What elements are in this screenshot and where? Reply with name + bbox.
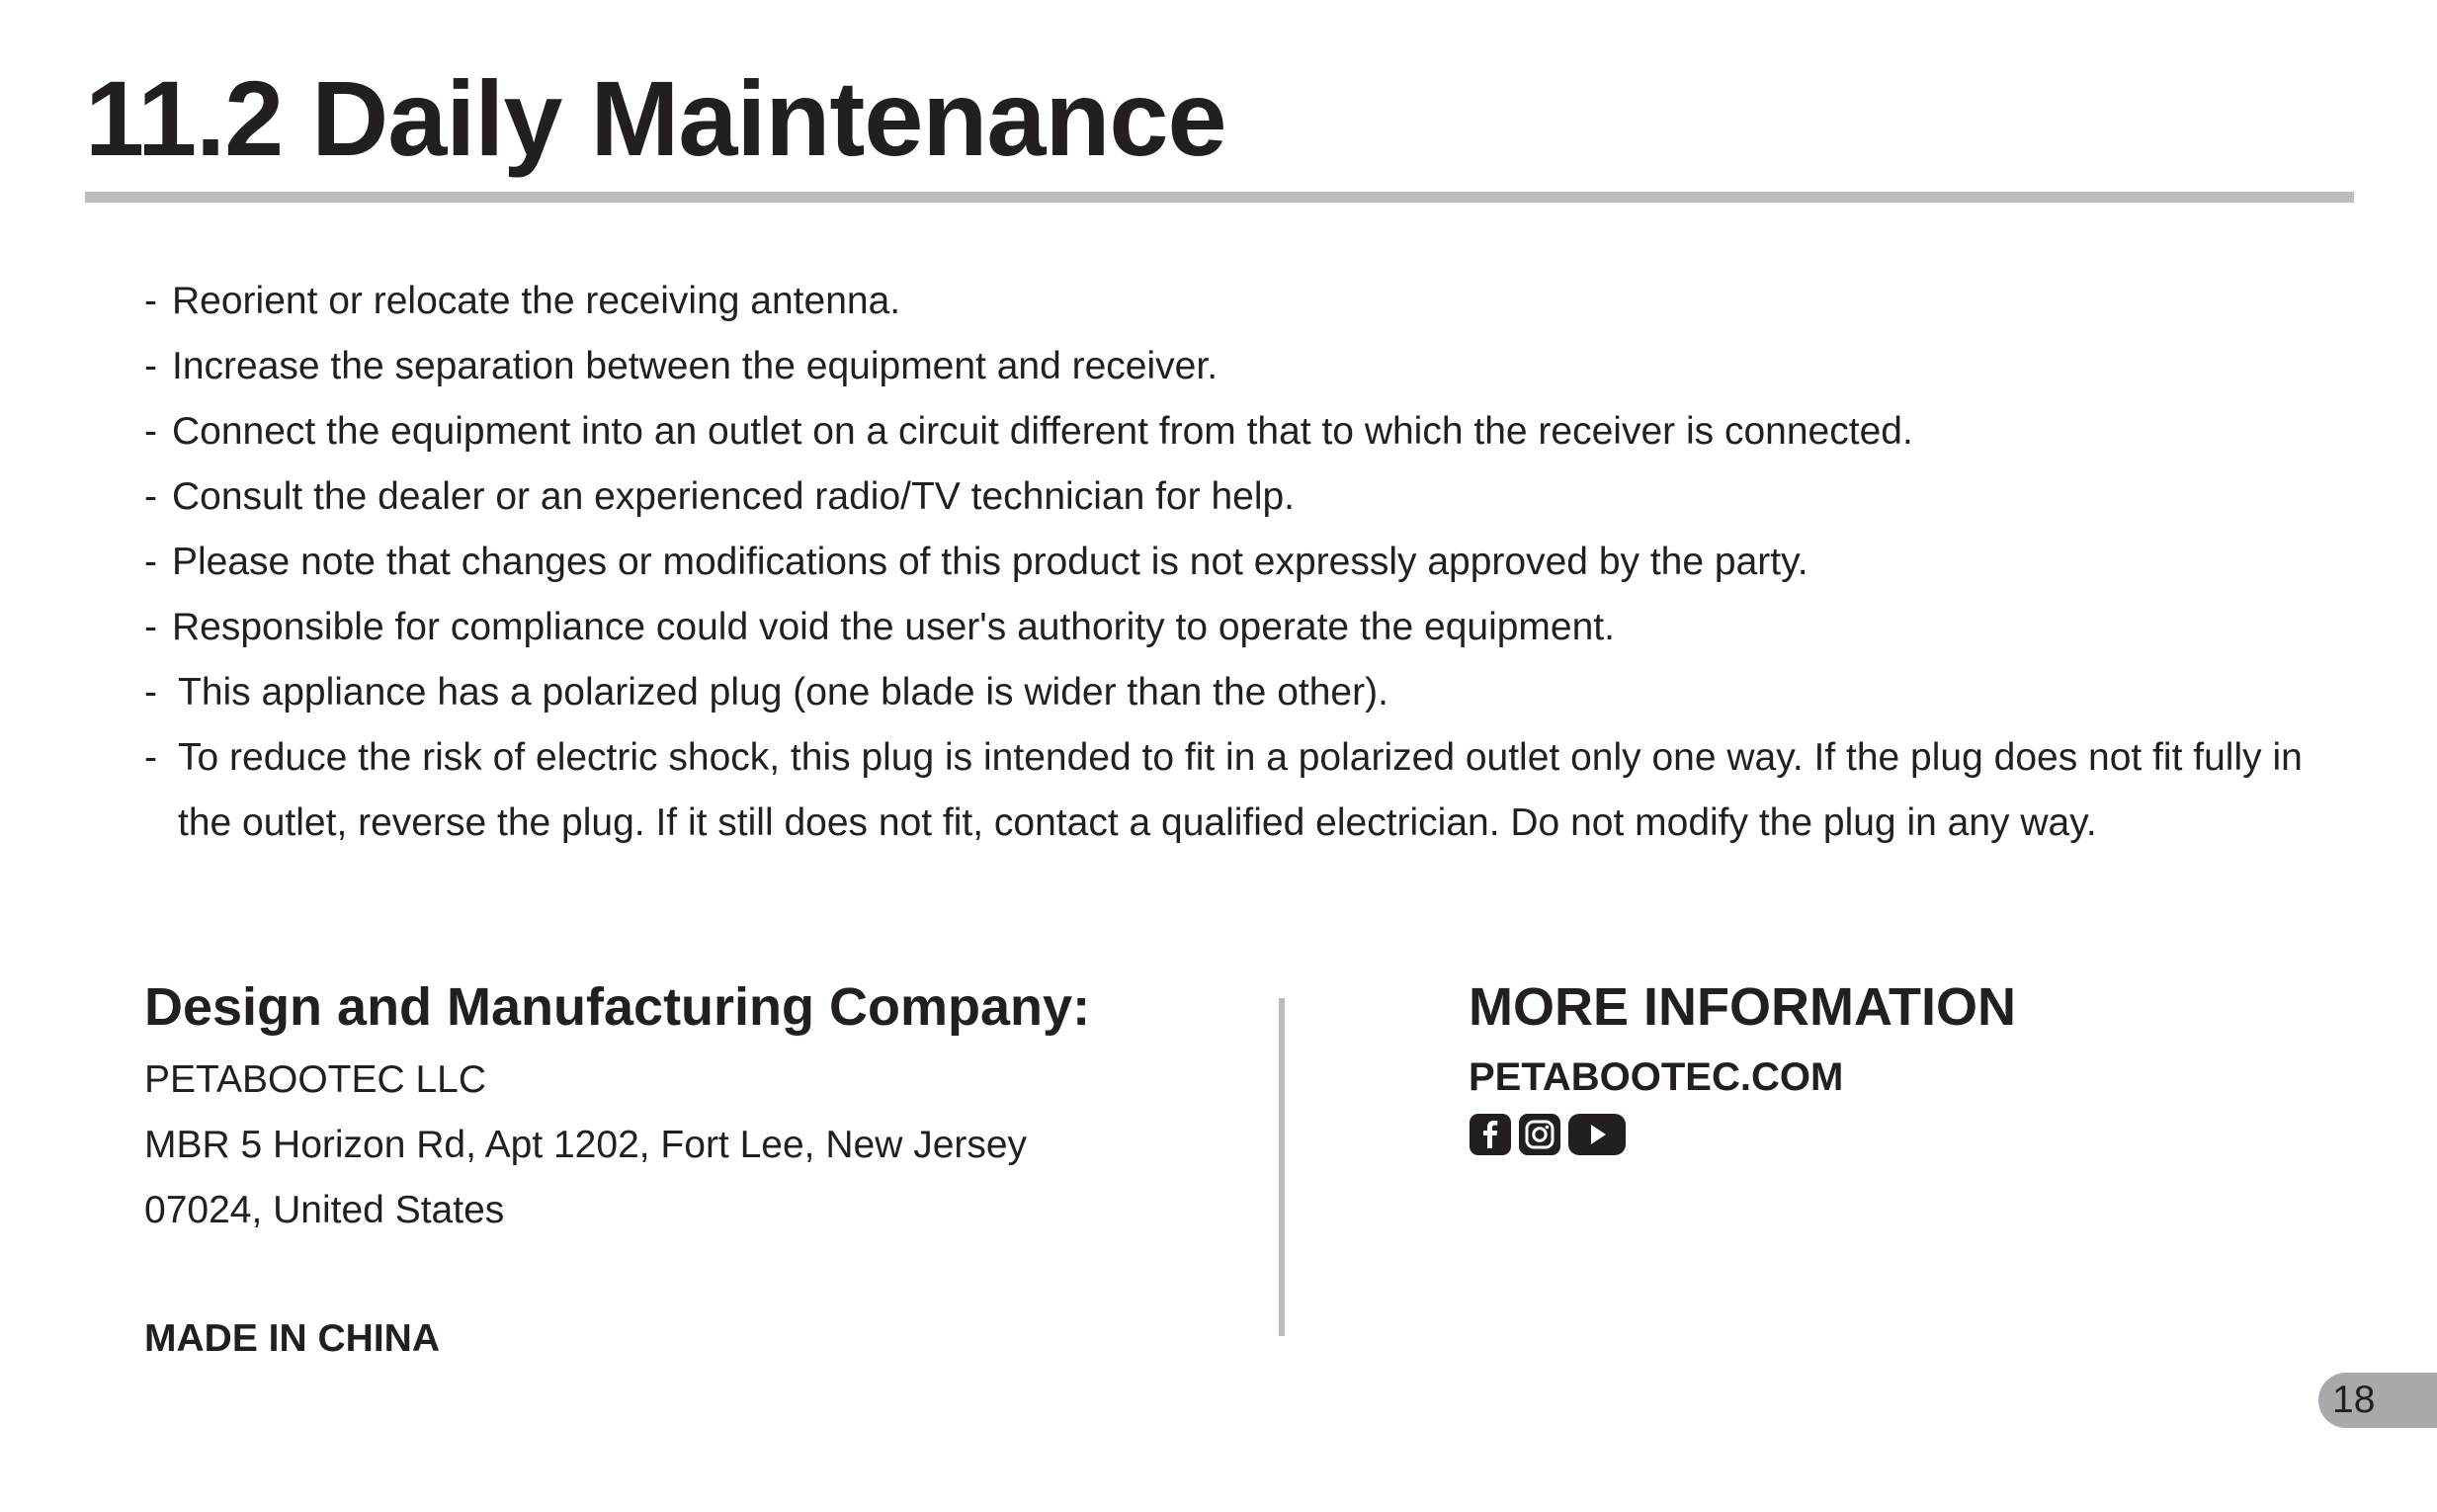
website-link[interactable]: PETABOOTEC.COM: [1469, 1055, 1844, 1099]
list-dash: -: [144, 736, 157, 779]
list-dash: -: [144, 541, 157, 583]
list-item-text: Consult the dealer or an experienced radio/TV technician for help.: [172, 475, 1296, 518]
list-dash: -: [144, 345, 157, 387]
company-name: PETABOOTEC LLC: [144, 1058, 487, 1101]
page-number: 18: [2332, 1379, 2376, 1421]
list-item-text: Responsible for compliance could void the user's authority to operate the equipment.: [172, 606, 1615, 648]
list-item: [144, 399, 2358, 464]
list-dash: -: [144, 606, 157, 648]
title-underline: [85, 192, 2354, 203]
facebook-icon[interactable]: [1469, 1113, 1512, 1156]
list-dash: -: [144, 410, 157, 453]
list-dash: -: [144, 280, 157, 322]
list-item-text: Reorient or relocate the receiving antenna.: [172, 280, 901, 322]
list-item: [144, 464, 2358, 530]
made-in-label: MADE IN CHINA: [144, 1317, 440, 1360]
list-item-text: Increase the separation between the equipment and receiver.: [172, 345, 1218, 387]
list-item-text: To reduce the risk of electric shock, this plug is intended to fit in a polarized outlet only one way. If the plug does not fit fully in the outlet, reverse the plug. If it still does not fit, contact a qualified electrician. Do not modify the plug in any way.: [178, 736, 2303, 844]
company-heading: Design and Manufacturing Company:: [144, 977, 1091, 1037]
list-item: [144, 660, 2358, 725]
instagram-icon[interactable]: [1518, 1113, 1561, 1156]
vertical-divider: [1279, 998, 1285, 1336]
company-address-line2: 07024, United States: [144, 1189, 505, 1231]
maintenance-notes-list: [144, 269, 2358, 856]
list-item: [144, 334, 2358, 399]
company-address-line1: MBR 5 Horizon Rd, Apt 1202, Fort Lee, New Jersey: [144, 1124, 1028, 1166]
list-dash: -: [144, 475, 157, 518]
list-item-text: Please note that changes or modifications of this product is not expressly approved by the party.: [172, 541, 1808, 583]
more-info-heading: MORE INFORMATION: [1469, 977, 2016, 1037]
list-item: [144, 530, 2358, 595]
list-item: [144, 269, 2358, 334]
page-title: 11.2 Daily Maintenance: [85, 58, 1226, 178]
list-item-text: This appliance has a polarized plug (one blade is wider than the other).: [178, 671, 1388, 714]
social-icons: [1469, 1113, 2358, 1156]
list-item: [144, 595, 2358, 660]
youtube-icon[interactable]: [1567, 1113, 1627, 1156]
list-item: [144, 725, 2358, 856]
company-section: [144, 968, 1231, 1243]
list-item-text: Connect the equipment into an outlet on a circuit different from that to which the receiver is connected.: [172, 410, 1913, 453]
more-info-section: [1469, 968, 2358, 1156]
list-dash: -: [144, 671, 157, 714]
